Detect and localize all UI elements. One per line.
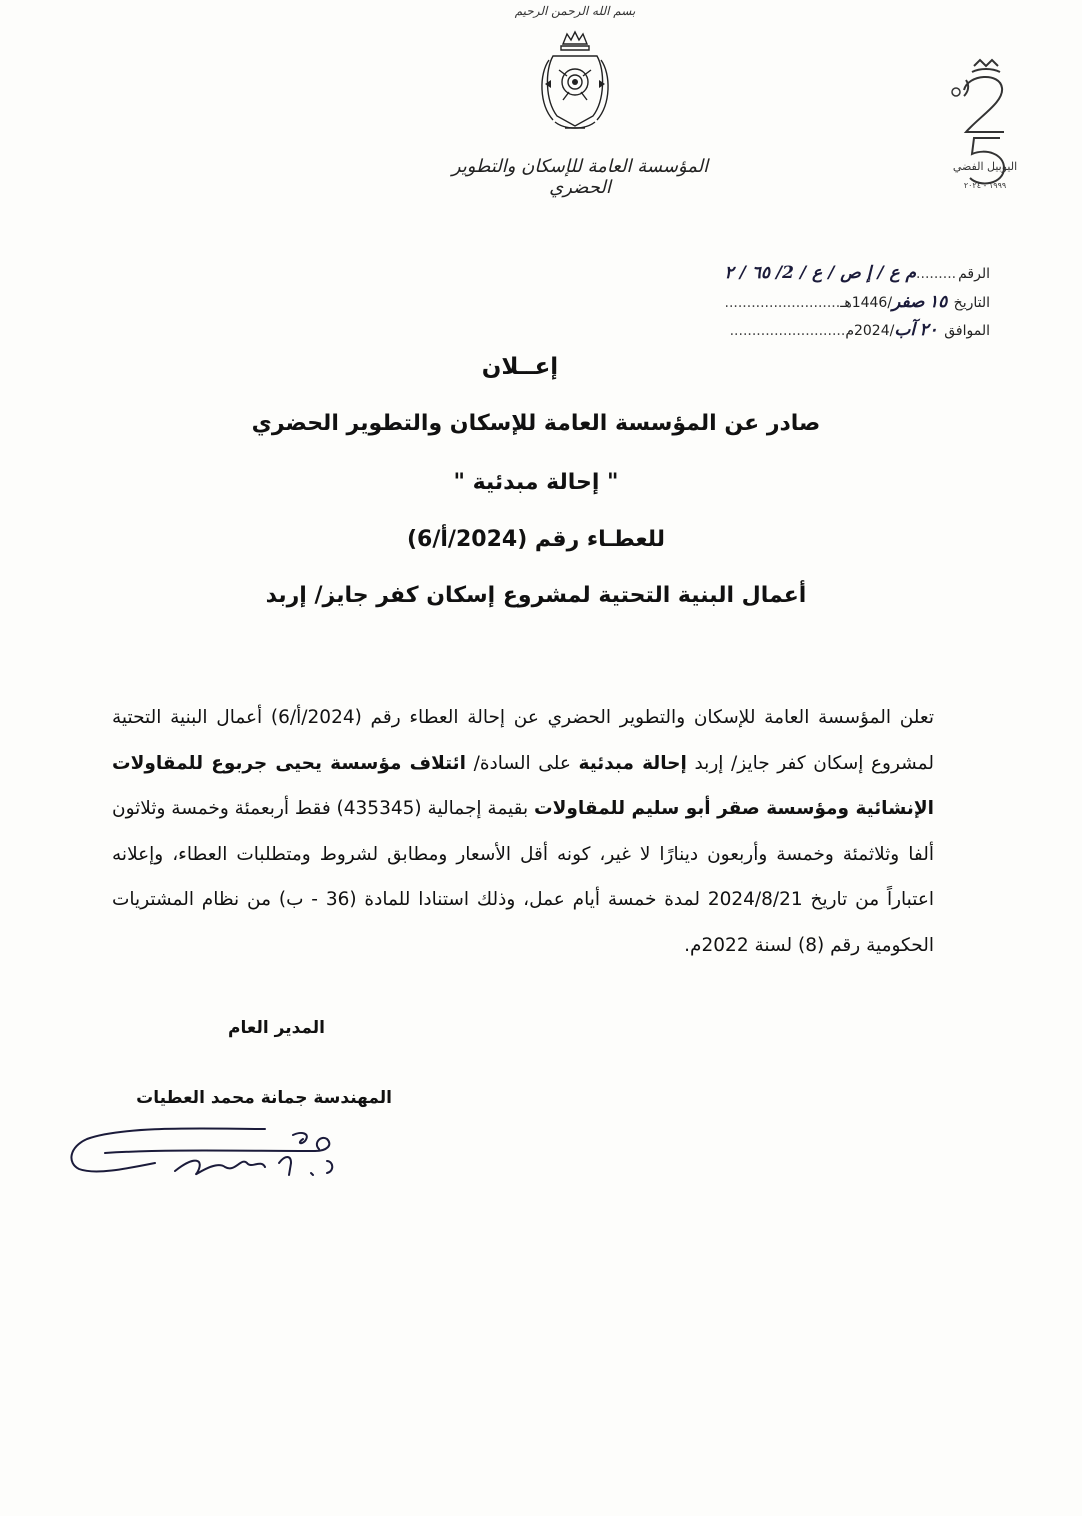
royal-crest-icon (535, 30, 615, 135)
signatory-title: المدير العام (228, 1018, 325, 1038)
silver-jubilee-logo-icon (946, 58, 1026, 198)
announcement-kind: " إحالة مبدئية " (453, 470, 619, 495)
reference-greg-day: ٢٠ (919, 320, 938, 340)
reference-date-day: ١٥ (928, 292, 948, 312)
reference-number-dots: ......... (916, 266, 957, 282)
basmala: بسم الله الرحمن الرحيم (514, 4, 636, 18)
body-text: بقيمة إجمالية (435345) فقط أربعمئة وخمسة وثلاثون ألفا وثلاثمئة وخمسة وأربعون دينارًا لا غير، كونه أقل الأسعار ومطابق لشروط ومتطلبات العطاء، وإعلانه اعتباراً من تاريخ 2024/8/21 لمدة خمسة أيام عمل، وذلك استنادا للمادة (36 - ب) من نظام المشتريات الحكومية رقم (8) لسنة 2022م. (112, 798, 935, 956)
body-text: أعمال البنية التحتية لمشروع إسكان كفر جايز/ إربد (112, 707, 934, 774)
jubilee-label: اليوبيل الفضي (952, 160, 1018, 173)
reference-greg-month: آب (894, 320, 916, 340)
body-tender-ref: (2024/أ/6) (270, 707, 362, 728)
reference-date-year: /1446هـ (840, 295, 893, 311)
announcement-heading: إعــلان (481, 354, 559, 380)
jubilee-years: ١٩٩٩ - ٢٠٢٤ (963, 181, 1007, 190)
reference-greg-year: /2024م (845, 323, 895, 339)
body-contractor: ائتلاف مؤسسة يحيى جربوع للمقاولات الإنشائية ومؤسسة صقر أبو سليم للمقاولات (112, 752, 934, 819)
reference-date-label: التاريخ (953, 295, 990, 311)
organization-header: المؤسسة العامة للإسكان والتطوير الحضري (451, 156, 709, 198)
tender-number: للعطـاء رقم (2024/أ/6) (406, 527, 666, 552)
reference-date-month: صفر (892, 292, 925, 312)
body-text: تعلن المؤسسة العامة للإسكان والتطوير الحضري عن إحالة العطاء رقم (361, 707, 934, 728)
body-paragraph (112, 695, 934, 968)
reference-number-value: م ع / إ ص / ع / 2/ ٦٥ / ٢ (724, 263, 917, 283)
reference-greg-label: الموافق (944, 323, 990, 339)
reference-greg-dots: .......................... (729, 323, 846, 339)
signatory-name: المهندسة جمانة محمد العطيات (136, 1088, 392, 1108)
announcement-issuer: صادر عن المؤسسة العامة للإسكان والتطوير الحضري (251, 411, 821, 436)
reference-gregorian-date (700, 320, 990, 340)
announcement-body (112, 695, 934, 968)
body-text: على السادة/ (465, 752, 579, 774)
reference-hijri-date (700, 292, 990, 312)
handwritten-signature (65, 1115, 365, 1195)
reference-date-dots: .......................... (724, 295, 841, 311)
reference-number (700, 263, 990, 283)
reference-number-label: الرقم (958, 266, 990, 282)
project-title: أعمال البنية التحتية لمشروع إسكان كفر جايز/ إربد (265, 583, 807, 608)
body-award-type: إحالة مبدئية (578, 752, 687, 774)
